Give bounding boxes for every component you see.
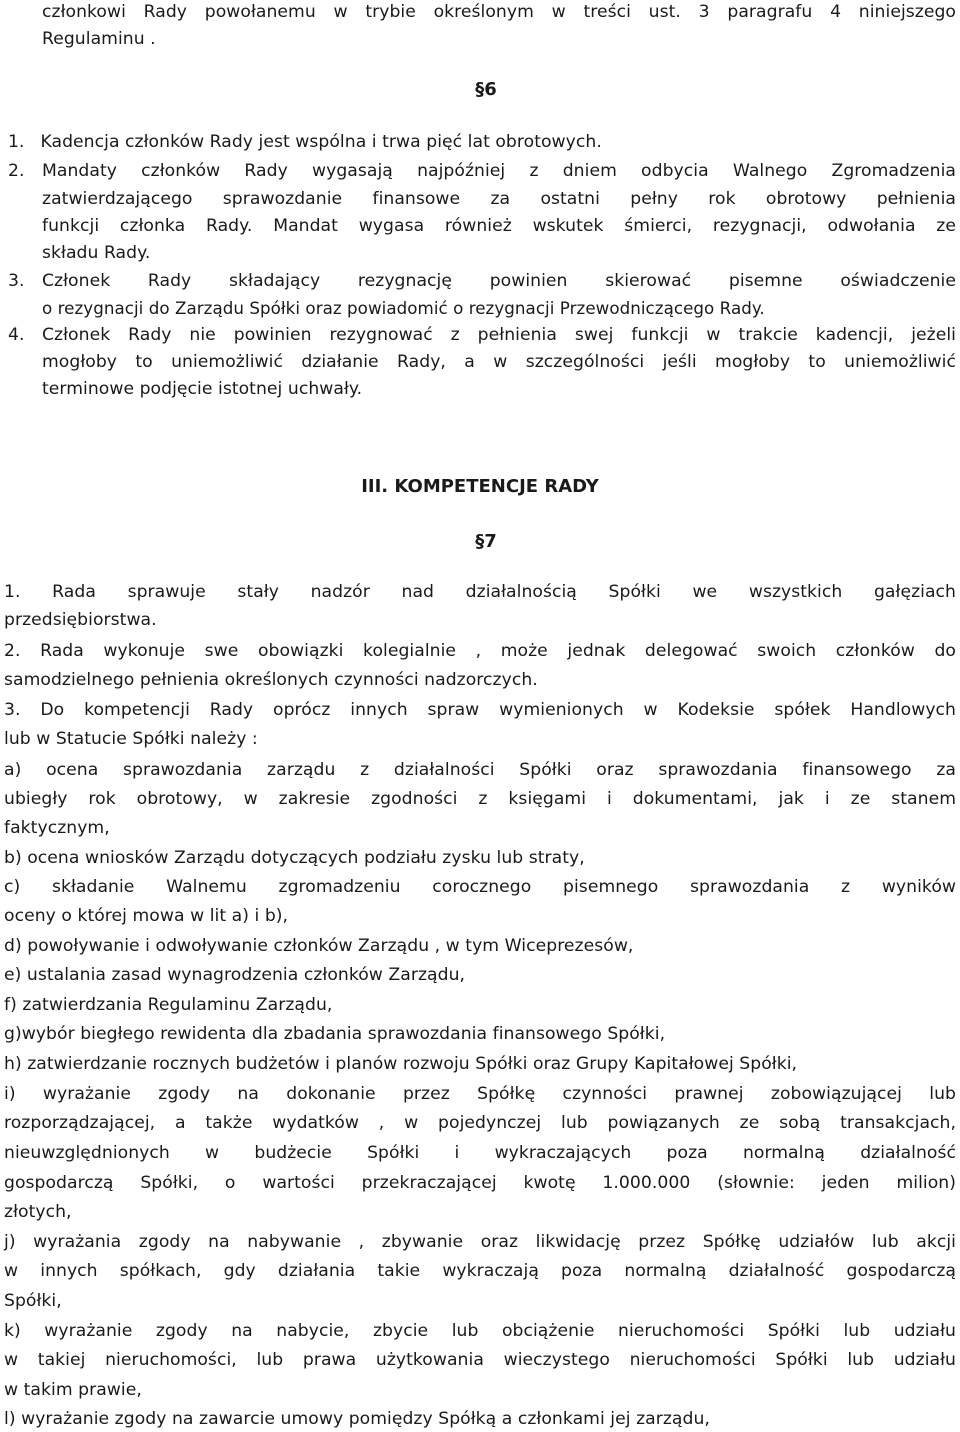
text-line: lub w Statucie Spółki należy : [4,729,258,749]
text-line: Członek Rady nie powinien rezygnować z pełnienia swej funkcji w trakcie kadencji, jeżeli [42,325,956,345]
text-line: nieuwzględnionych w budżecie Spółki i wykraczających poza normalną działalność [4,1143,956,1163]
text-line: członkowi Rady powołanemu w trybie określonym w treści ust. 3 paragrafu 4 niniejszego [42,2,956,22]
text-line: rozporządzającej, a także wydatków , w pojedynczej lub powiązanych ze sobą transakcjach, [4,1113,956,1133]
text-line: k) wyrażanie zgody na nabycie, zbycie lub obciążenie nieruchomości Spółki lub udziału [4,1321,956,1341]
text-line: w innych spółkach, gdy działania takie wykraczają poza normalną działalność gospodarczą [4,1261,956,1281]
text-line: Regulaminu . [42,29,156,49]
text-line: w takim prawie, [4,1380,142,1400]
text-line: samodzielnego pełnienia określonych czynności nadzorczych. [4,670,538,690]
text-line: f) zatwierdzania Regulaminu Zarządu, [4,995,333,1015]
text-line: złotych, [4,1202,72,1222]
text-line: Członek Rady składający rezygnację powinien skierować pisemne oświadczenie [42,271,956,291]
text-line: gospodarczą Spółki, o wartości przekraczającej kwotę 1.000.000 (słownie: jeden milion) [4,1173,956,1193]
text-line: a) ocena sprawozdania zarządu z działalności Spółki oraz sprawozdania finansowego za [4,760,956,780]
text-line: l) wyrażanie zgody na zawarcie umowy pomiędzy Spółką a członkami jej zarządu, [4,1409,710,1429]
text-line: e) ustalania zasad wynagrodzenia członków Zarządu, [4,965,466,985]
text-line: 1. Rada sprawuje stały nadzór nad działalnością Spółki we wszystkich gałęziach [4,582,956,602]
item-text: Kadencja członków Rady jest wspólna i trwa pięć lat obrotowych. [40,132,602,152]
item-number: 3. [8,271,25,291]
list-item [8,131,602,153]
text-line: g)wybór biegłego rewidenta dla zbadania sprawozdania finansowego Spółki, [4,1024,666,1044]
text-line: przedsiębiorstwa. [4,610,157,630]
text-line: terminowe podjęcie istotnej uchwały. [42,379,363,399]
text-line: Mandaty członków Rady wygasają najpóźniej z dniem odbycia Walnego Zgromadzenia [42,161,956,181]
section-6-title: §6 [475,79,497,100]
text-line: h) zatwierdzanie rocznych budżetów i planów rozwoju Spółki oraz Grupy Kapitałowej Spółki, [4,1054,798,1074]
text-line: Spółki, [4,1291,62,1311]
chapter-heading: III. KOMPETENCJE RADY [361,476,599,497]
item-number: 1. [8,132,25,152]
text-line: w takiej nieruchomości, lub prawa użytkowania wieczystego nieruchomości Spółki lub udziału [4,1350,956,1370]
text-line: składu Rady. [42,243,151,263]
text-line: j) wyrażania zgody na nabywanie , zbywanie oraz likwidację przez Spółkę udziałów lub akcji [4,1232,956,1252]
text-line: funkcji członka Rady. Mandat wygasa również wskutek śmierci, rezygnacji, odwołania ze [42,216,956,236]
text-line: i) wyrażanie zgody na dokonanie przez Spółkę czynności prawnej zobowiązującej lub [4,1084,956,1104]
text-line: c) składanie Walnemu zgromadzeniu corocznego pisemnego sprawozdania z wyników [4,877,956,897]
text-line: faktycznym, [4,818,110,838]
section-7-title: §7 [475,531,497,552]
text-line: ubiegły rok obrotowy, w zakresie zgodności z księgami i dokumentami, jak i ze stanem [4,789,956,809]
item-number: 2. [8,161,25,181]
text-line: 3. Do kompetencji Rady oprócz innych spraw wymienionych w Kodeksie spółek Handlowych [4,700,956,720]
text-line: d) powoływanie i odwoływanie członków Zarządu , w tym Wiceprezesów, [4,936,634,956]
text-line: o rezygnacji do Zarządu Spółki oraz powiadomić o rezygnacji Przewodniczącego Rady. [42,298,765,318]
text-line: mogłoby to uniemożliwić działanie Rady, a w szczególności jeśli mogłoby to uniemożliwić [42,352,956,372]
text-line: zatwierdzającego sprawozdanie finansowe za ostatni pełny rok obrotowy pełnienia [42,189,956,209]
item-number: 4. [8,325,25,345]
text-line: oceny o której mowa w lit a) i b), [4,906,289,926]
text-line: 2. Rada wykonuje swe obowiązki kolegialnie , może jednak delegować swoich członków do [4,641,956,661]
text-line: b) ocena wniosków Zarządu dotyczących podziału zysku lub straty, [4,848,585,868]
